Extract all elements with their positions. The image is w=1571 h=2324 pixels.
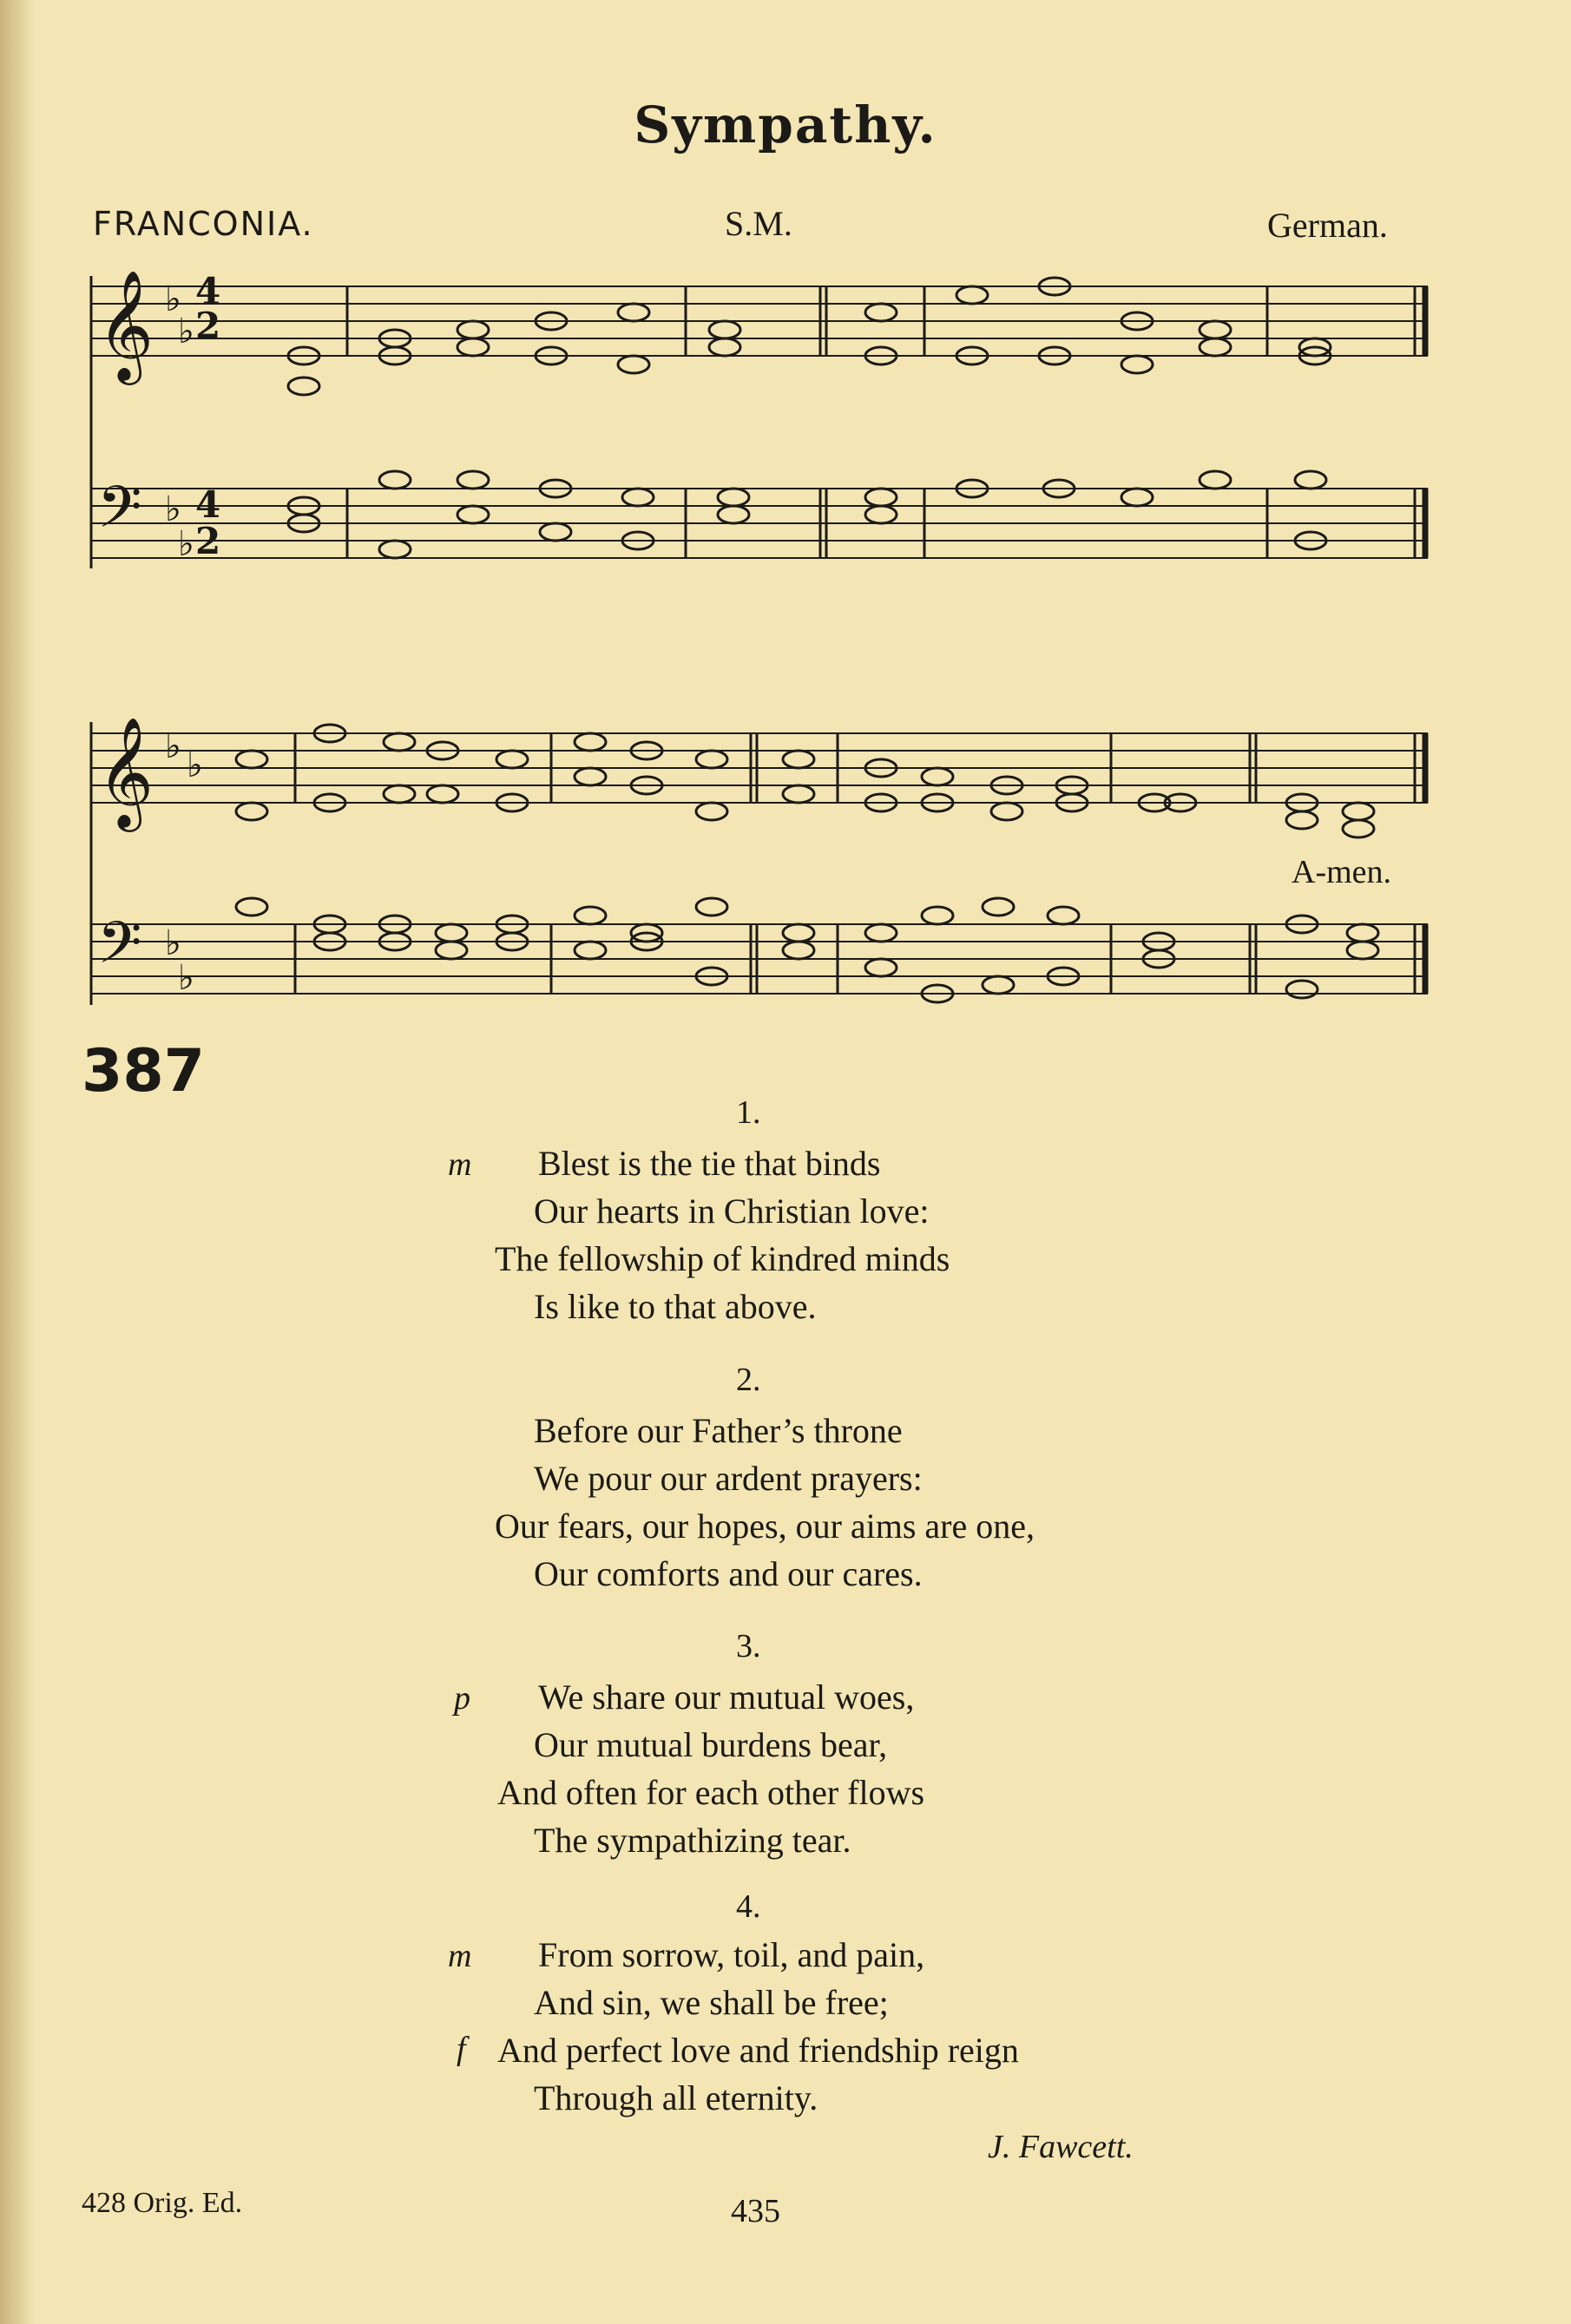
verse-line: Our fears, our hopes, our aims are one,: [495, 1507, 1035, 1546]
time-signature: 4: [195, 270, 221, 312]
meter: S.M.: [725, 204, 792, 243]
verse-line: We share our mutual woes,: [538, 1677, 915, 1717]
verse-number: 4.: [736, 1888, 761, 1925]
verse-line: Our comforts and our cares.: [534, 1554, 923, 1593]
author-credit: J. Fawcett.: [988, 2129, 1134, 2165]
treble-staff-1: [91, 286, 1428, 356]
treble-clef-icon: 𝄞: [97, 269, 154, 380]
flat-icon: ♭: [178, 958, 194, 998]
system-2: [91, 716, 1428, 1005]
verse-number: 1.: [736, 1094, 761, 1131]
system-1: [91, 269, 1428, 568]
verse-line: Before our Father’s throne: [534, 1411, 903, 1450]
hymn-title: Sympathy.: [634, 95, 937, 154]
time-signature: 2: [195, 305, 221, 347]
verse-line: Our hearts in Christian love:: [534, 1192, 930, 1231]
verse-line: Blest is the tie that binds: [538, 1144, 881, 1183]
amen-label: A-men.: [1292, 854, 1392, 890]
verse-line: Our mutual burdens bear,: [534, 1725, 888, 1764]
notes-treble-1: [288, 278, 1331, 395]
verse-line: The fellowship of kindred minds: [495, 1239, 950, 1278]
verse-line: Through all eternity.: [534, 2078, 818, 2117]
notes-bass-2: [236, 898, 1378, 1002]
time-signature: 2: [195, 520, 221, 562]
flat-icon: ♭: [187, 745, 203, 785]
flat-icon: ♭: [165, 489, 181, 529]
verse-line: And often for each other flows: [497, 1773, 925, 1812]
tune-origin: German.: [1267, 206, 1388, 245]
page-number: 435: [731, 2193, 780, 2229]
dynamic-marking: m: [448, 1938, 472, 1974]
verse-line: Is like to that above.: [534, 1287, 817, 1326]
flat-icon: ♭: [178, 524, 194, 564]
hymn-number: 387: [82, 1037, 205, 1106]
barlines-1: [347, 286, 1425, 558]
notes-treble-2: [236, 725, 1374, 837]
dynamic-marking: f: [457, 2031, 466, 2067]
treble-clef-icon: 𝄞: [97, 716, 154, 827]
verse-line: We pour our ardent prayers:: [534, 1459, 923, 1498]
bass-clef-icon: 𝄢: [97, 474, 142, 555]
flat-icon: ♭: [178, 312, 194, 351]
tune-name: FRANCONIA.: [93, 205, 314, 243]
verse-line: The sympathizing tear.: [534, 1821, 851, 1860]
flat-icon: ♭: [165, 726, 181, 766]
flat-icon: ♭: [165, 923, 181, 963]
bass-clef-icon: 𝄢: [97, 909, 142, 990]
verse-line: From sorrow, toil, and pain,: [538, 1935, 925, 1974]
bass-staff-2: [91, 924, 1428, 994]
verse-number: 2.: [736, 1362, 761, 1398]
time-signature: 4: [195, 483, 221, 526]
verse-number: 3.: [736, 1628, 761, 1664]
dynamic-marking: p: [454, 1680, 470, 1717]
notes-bass-1: [288, 471, 1326, 558]
verse-line: And perfect love and friendship reign: [497, 2031, 1019, 2070]
original-edition-note: 428 Orig. Ed.: [82, 2187, 243, 2219]
treble-staff-2: [91, 733, 1428, 803]
verse-line: And sin, we shall be free;: [534, 1983, 889, 2022]
dynamic-marking: m: [448, 1146, 472, 1183]
flat-icon: ♭: [165, 279, 181, 319]
